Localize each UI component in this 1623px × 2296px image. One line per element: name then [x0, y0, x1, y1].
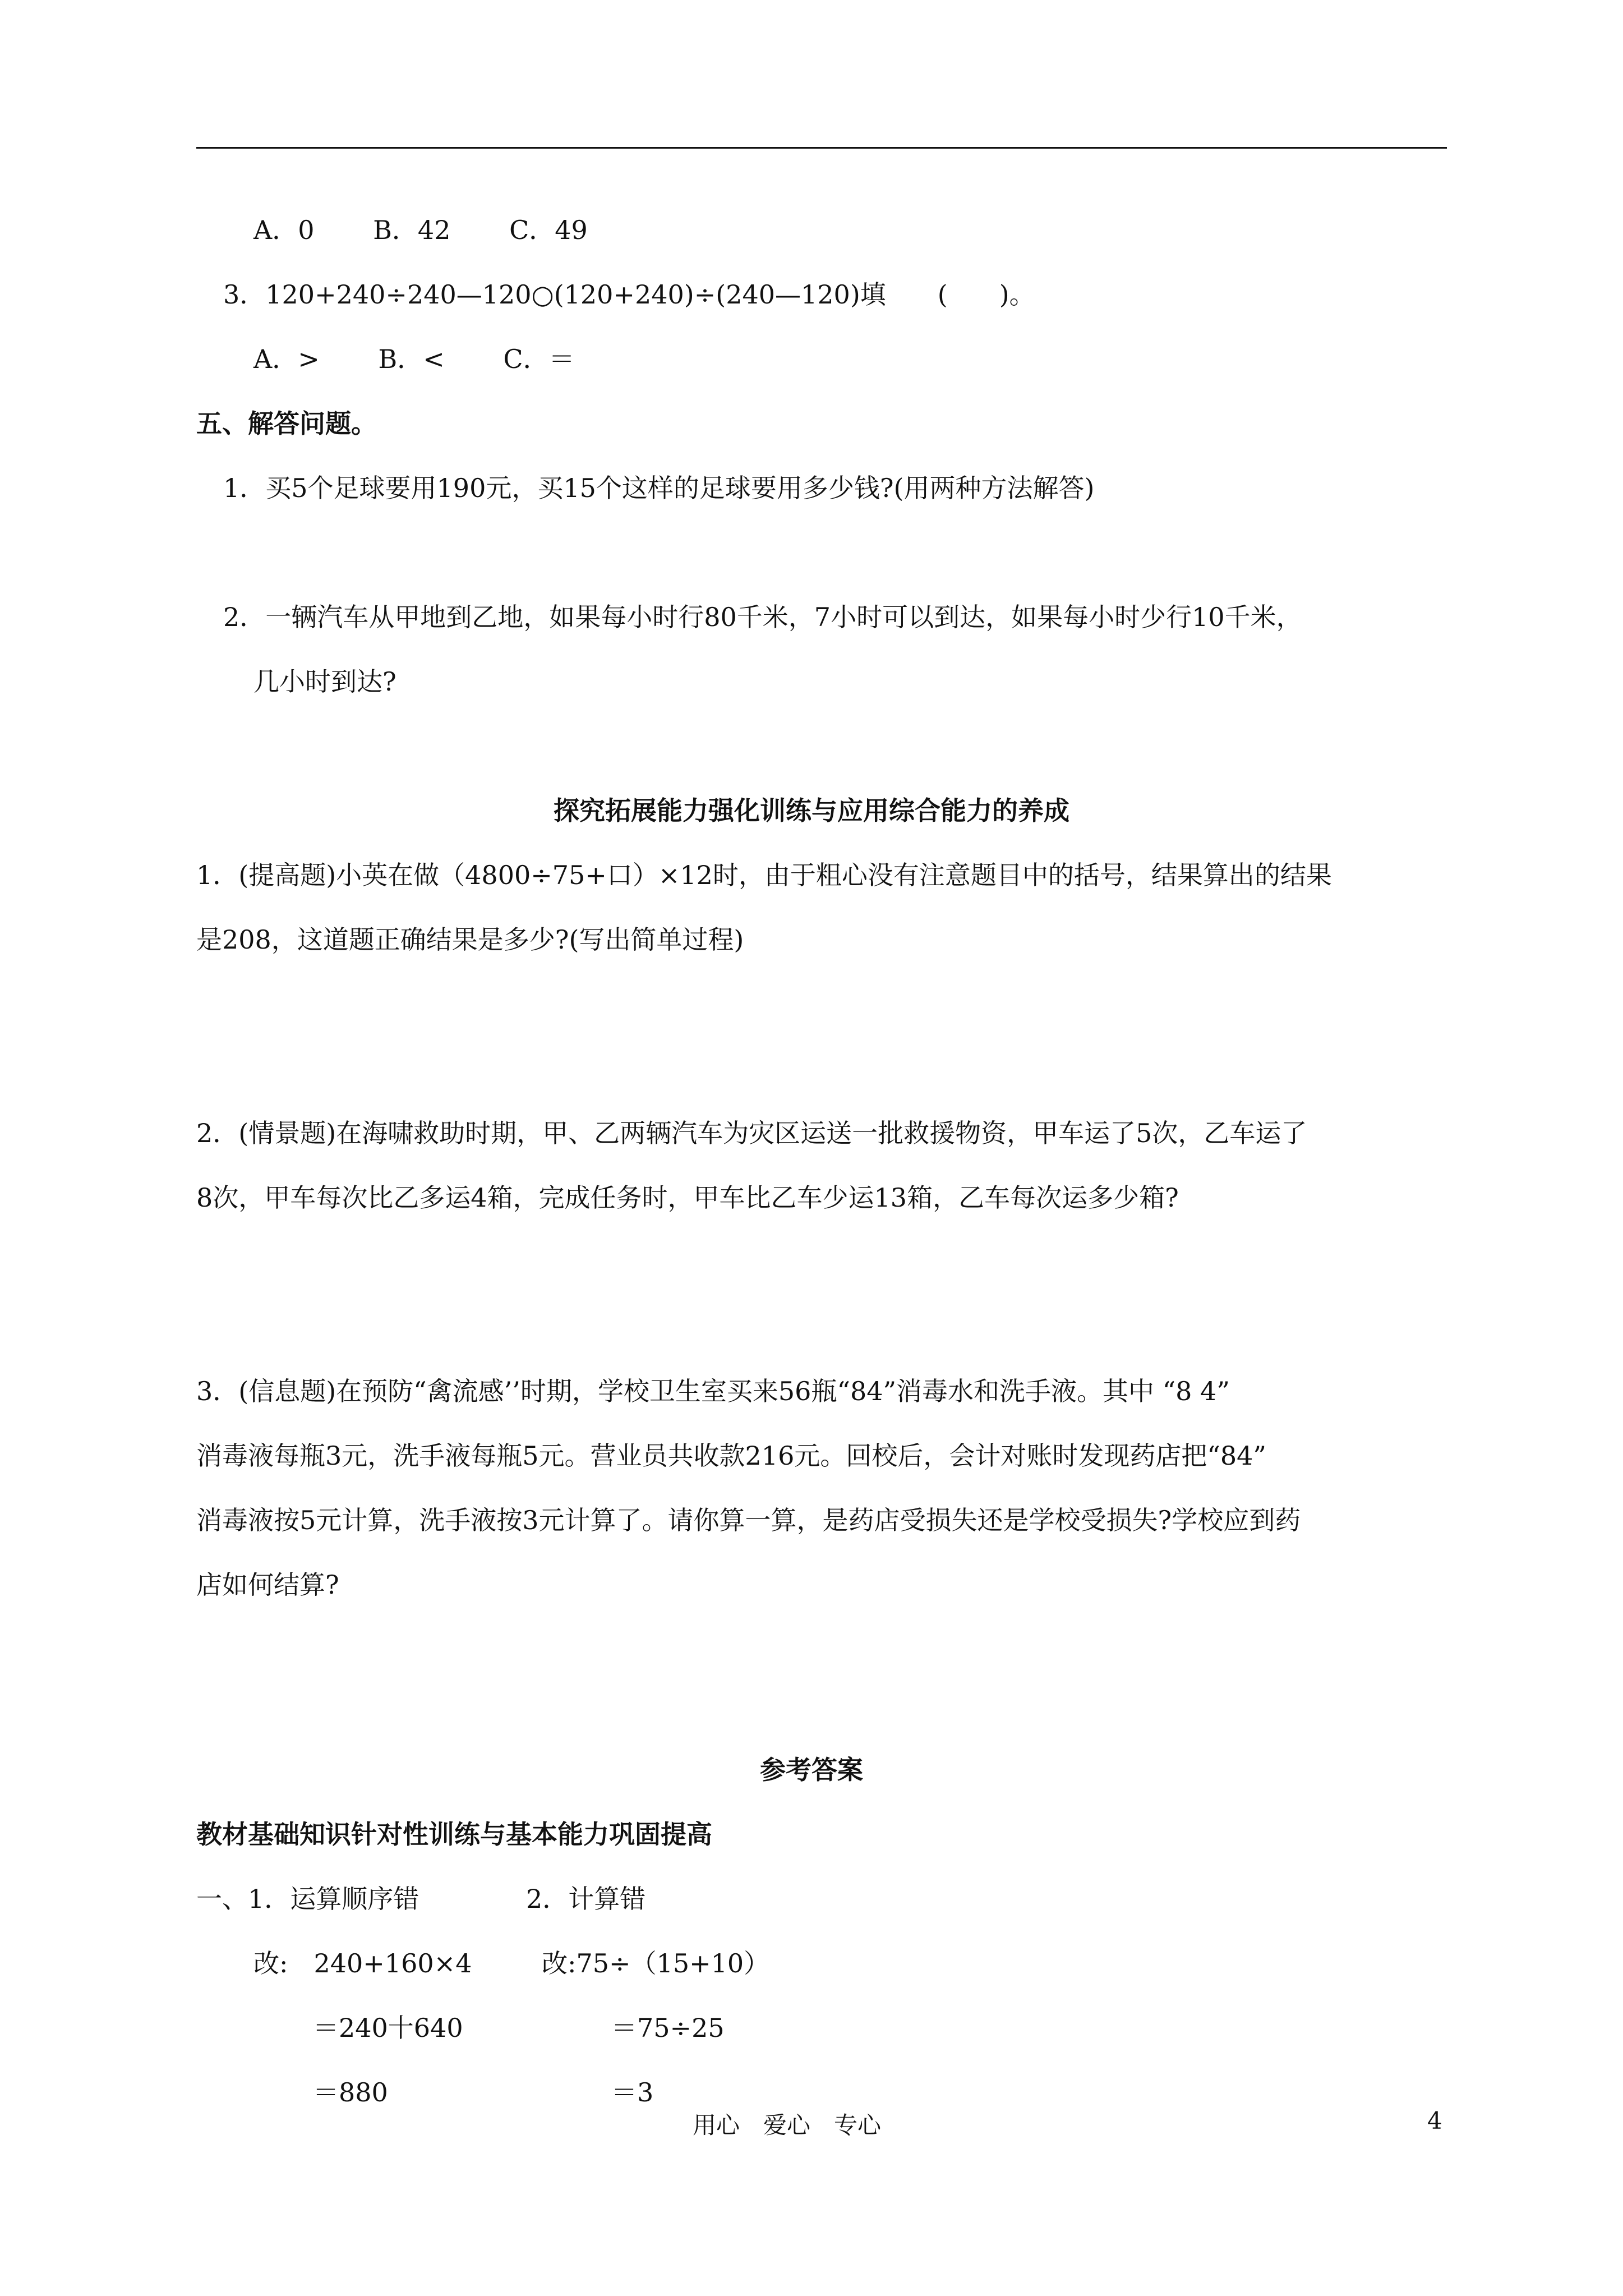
question-3: 3．120+240÷240—120○(120+240)÷(240—120)填 ( )。: [223, 279, 1035, 310]
answers-title: 参考答案: [760, 1755, 863, 1785]
explore-p3-line4: 店如何结算?: [196, 1570, 339, 1600]
explore-p2-line1: 2．(情景题)在海啸救助时期，甲、乙两辆汽车为灾区运送一批救援物资，甲车运了5次，乙车运了: [196, 1118, 1307, 1148]
header-rule: [196, 147, 1447, 149]
option-b: B．42: [373, 215, 451, 245]
explore-p3-line1: 3．(信息题)在预防“禽流感’’时期，学校卫生室买来56瓶“84”消毒水和洗手液。其中 “8 4”: [196, 1376, 1230, 1406]
footer-motto: 用心 爱心 专心: [693, 2111, 882, 2139]
option-a: A．0: [253, 215, 315, 245]
section-5-q2-line1: 2．一辆汽车从甲地到乙地，如果每小时行80千米，7小时可以到达，如果每小时少行10千米，: [223, 602, 1302, 632]
question-3-options: [253, 342, 575, 376]
option-a: A．>: [253, 344, 320, 374]
page-number: 4: [1427, 2107, 1442, 2134]
section-5-title: 五、解答问题。: [196, 408, 377, 439]
answer-1-step2: ＝880: [313, 2077, 388, 2108]
option-b: B．<: [378, 344, 445, 374]
answers-subtitle: 教材基础知识针对性训练与基本能力巩固提高: [196, 1819, 712, 1849]
answer-2-fix: 改:75÷（15+10）: [542, 1948, 770, 1978]
explore-title: 探究拓展能力强化训练与应用综合能力的养成: [554, 795, 1069, 826]
explore-p1-line1: 1．(提高题)小英在做（4800÷75+口）×12时，由于粗心没有注意题目中的括号，结果算出的结果: [196, 860, 1332, 890]
answer-1-label: 一、1．运算顺序错: [196, 1884, 419, 1914]
section-5-q2-line2: 几小时到达?: [253, 666, 396, 697]
answer-1-step1: ＝240十640: [313, 2013, 463, 2043]
answer-2-step1: ＝75÷25: [611, 2013, 725, 2043]
explore-p2-line2: 8次，甲车每次比乙多运4箱，完成任务时，甲车比乙车少运13箱，乙车每次运多少箱?: [196, 1182, 1179, 1213]
answer-1-fix: 改: 240+160×4: [253, 1948, 472, 1978]
explore-p3-line2: 消毒液每瓶3元，洗手液每瓶5元。营业员共收款216元。回校后，会计对账时发现药店把“84”: [196, 1441, 1266, 1471]
answer-2-step2: ＝3: [611, 2077, 654, 2108]
choice-options-line: [253, 213, 588, 247]
option-c: C．49: [509, 215, 588, 245]
option-c: C．＝: [503, 344, 575, 374]
explore-p1-line2: 是208，这道题正确结果是多少?(写出简单过程): [196, 924, 744, 955]
section-5-q1: 1．买5个足球要用190元，买15个这样的足球要用多少钱?(用两种方法解答): [223, 473, 1095, 503]
answer-2-label: 2．计算错: [526, 1884, 646, 1914]
explore-p3-line3: 消毒液按5元计算，洗手液按3元计算了。请你算一算，是药店受损失还是学校受损失?学校应到药: [196, 1505, 1301, 1535]
